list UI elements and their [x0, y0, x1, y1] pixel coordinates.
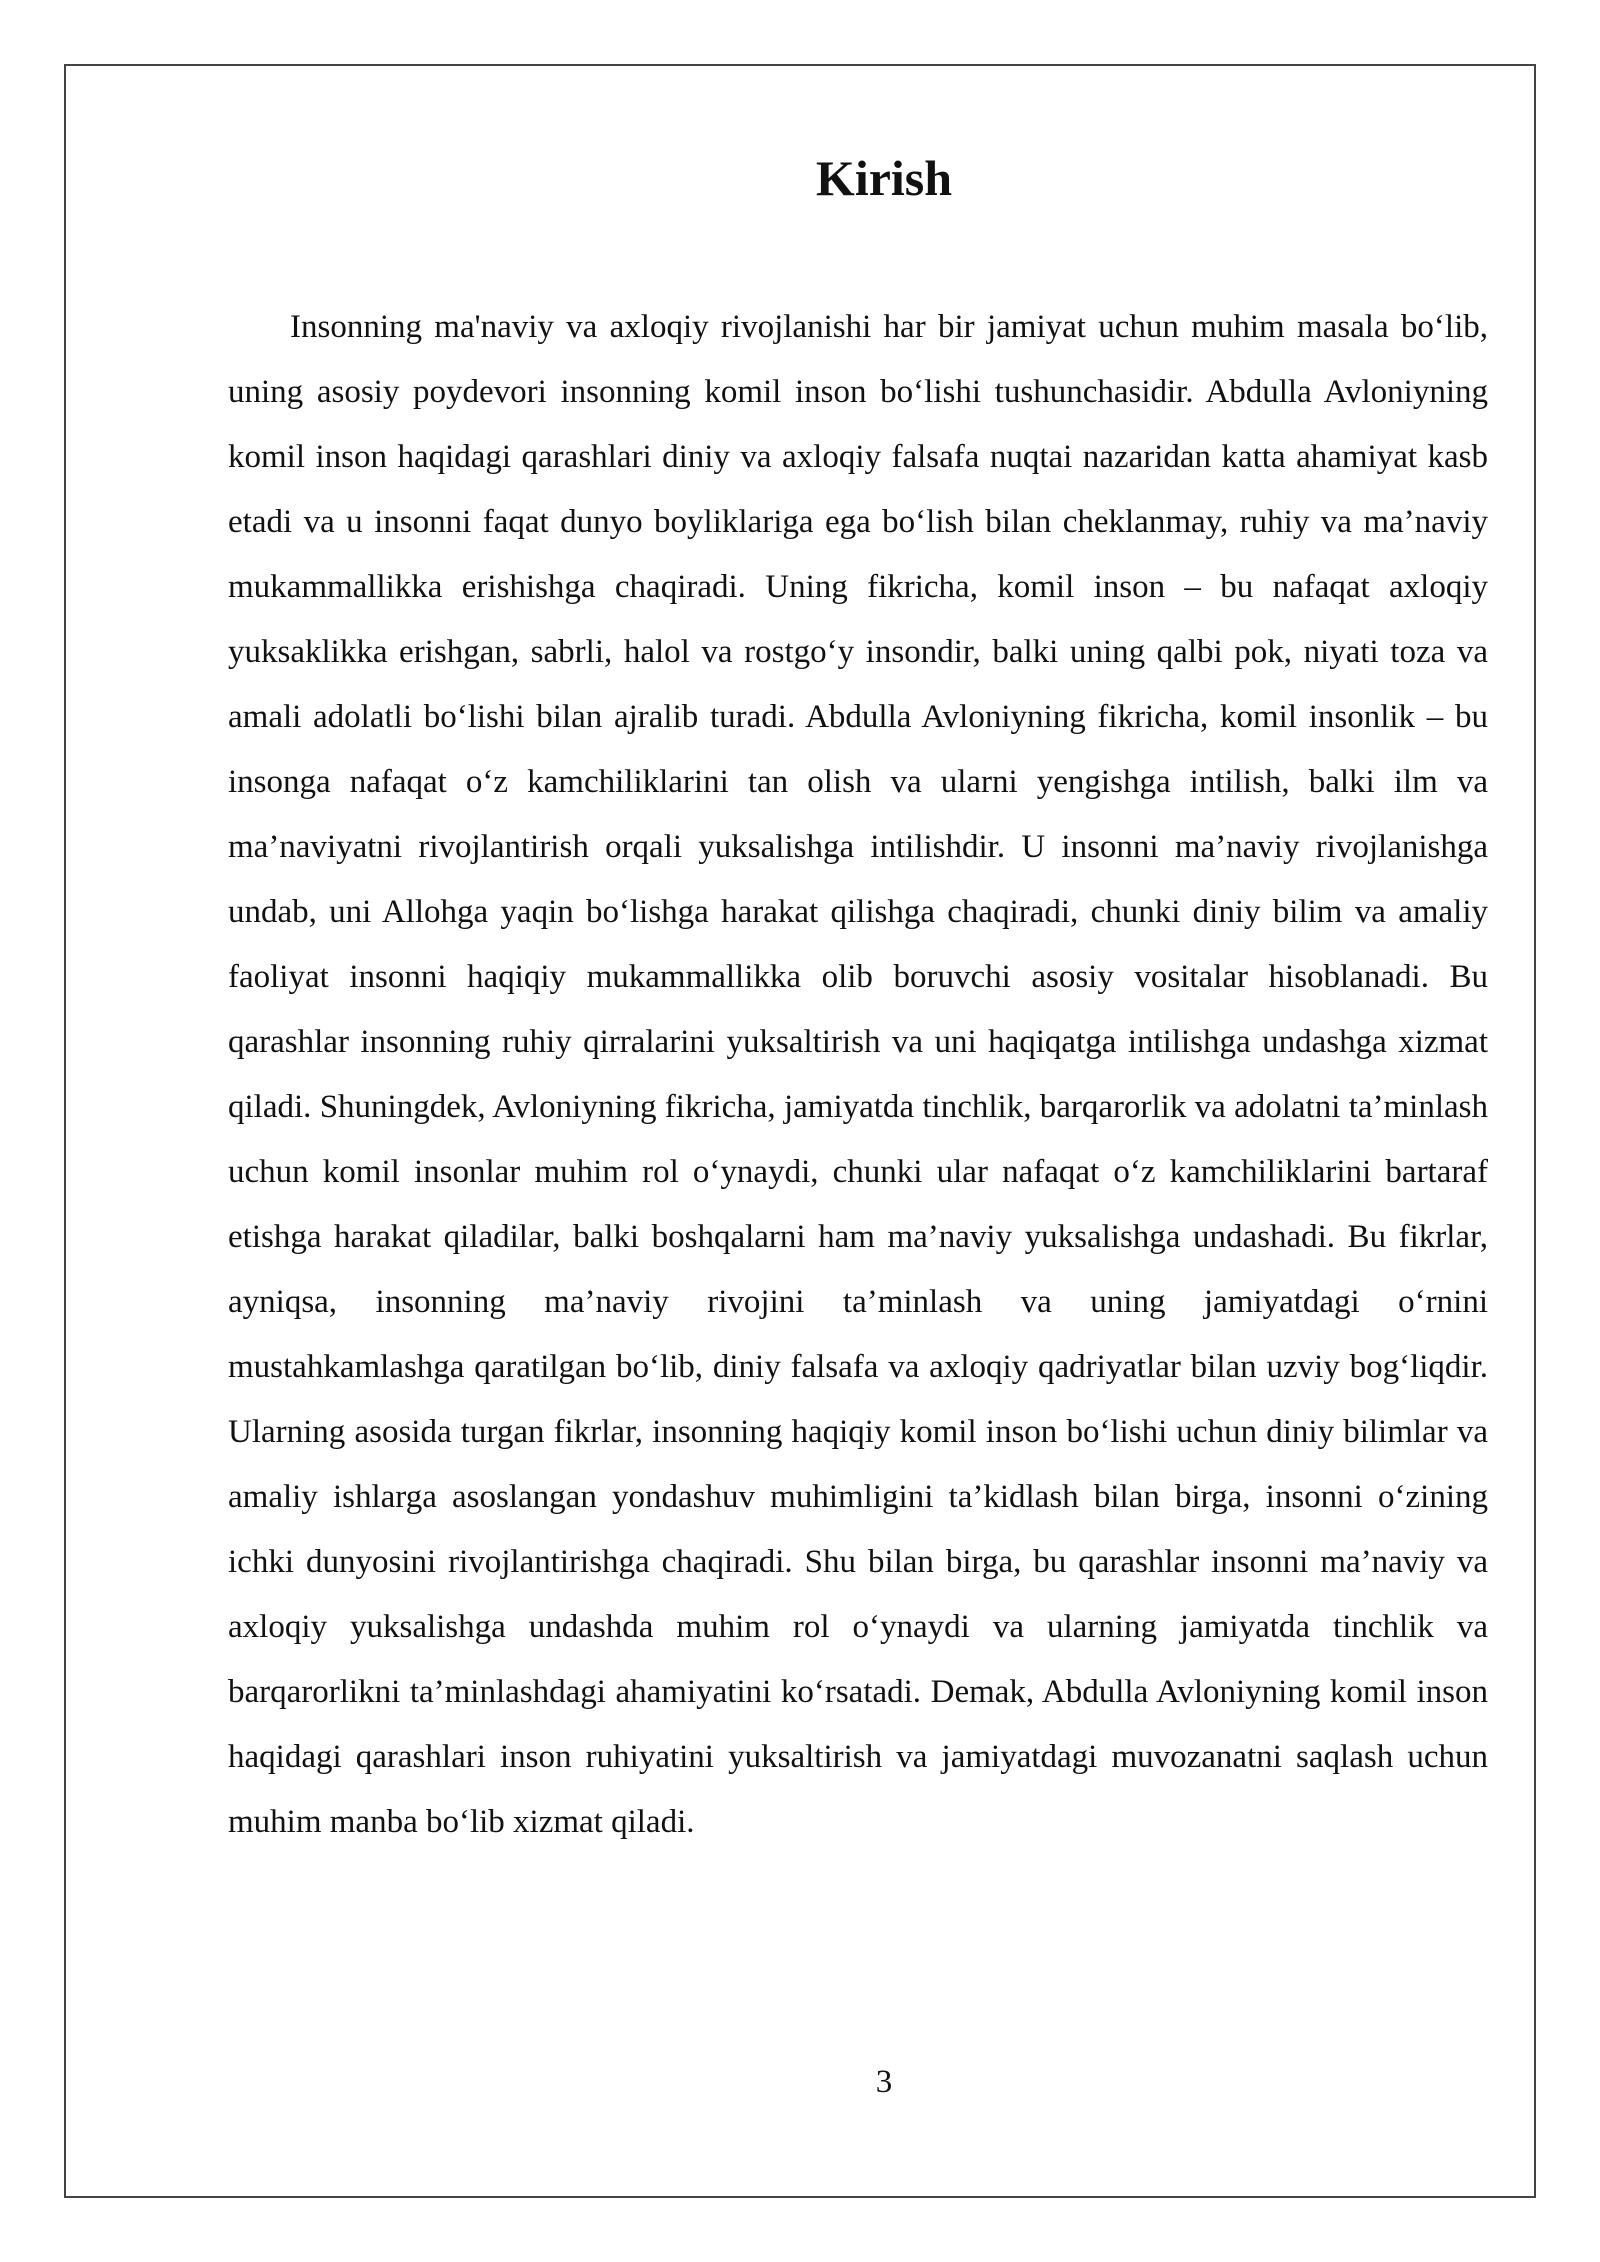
- body-paragraph: Insonning ma'naviy va axloqiy rivojlanishi har bir jamiyat uchun muhim masala bo‘lib, uning asosiy poydevori insonning komil inson bo‘lishi tushunchasidir. Abdulla Avloniyning komil inson haqidagi qarashlari diniy va axloqiy falsafa nuqtai nazaridan katta ahamiyat kasb etadi va u insonni faqat dunyo boyliklariga ega bo‘lish bilan cheklanmay, ruhiy va ma’naviy mukammallikka erishishga chaqiradi. Uning fikricha, komil inson – bu nafaqat axloqiy yuksaklikka erishgan, sabrli, halol va rostgo‘y insondir, balki uning qalbi pok, niyati toza va amali adolatli bo‘lishi bilan ajralib turadi. Abdulla Avloniyning fikricha, komil insonlik – bu insonga nafaqat o‘z kamchiliklarini tan olish va ularni yengishga intilish, balki ilm va ma’naviyatni rivojlantirish orqali yuksalishga intilishdir. U insonni ma’naviy rivojlanishga undab, uni Allohga yaqin bo‘lishga harakat qilishga chaqiradi, chunki diniy bilim va amaliy faoliyat insonni haqiqiy mukammallikka olib boruvchi asosiy vositalar hisoblanadi. Bu qarashlar insonning ruhiy qirralarini yuksaltirish va uni haqiqatga intilishga undashga xizmat qiladi. Shuningdek, Avloniyning fikricha, jamiyatda tinchlik, barqarorlik va adolatni ta’minlash uchun komil insonlar muhim rol o‘ynaydi, chunki ular nafaqat o‘z kamchiliklarini bartaraf etishga harakat qiladilar, balki boshqalarni ham ma’naviy yuksalishga undashadi. Bu fikrlar, ayniqsa, insonning ma’naviy rivojini ta’minlash va uning jamiyatdagi o‘rnini mustahkamlashga qaratilgan bo‘lib, diniy falsafa va axloqiy qadriyatlar bilan uzviy bog‘liqdir. Ularning asosida turgan fikrlar, insonning haqiqiy komil inson bo‘lishi uchun diniy bilimlar va amaliy ishlarga asoslangan yondashuv muhimligini ta’kidlash bilan birga, insonni o‘zining ichki dunyosini rivojlantirishga chaqiradi. Shu bilan birga, bu qarashlar insonni ma’naviy va axloqiy yuksalishga undashda muhim rol o‘ynaydi va ularning jamiyatda tinchlik va barqarorlikni ta’minlashdagi ahamiyatini ko‘rsatadi. Demak, Abdulla Avloniyning komil inson haqidagi qarashlari inson ruhiyatini yuksaltirish va jamiyatdagi muvozanatni saqlash uchun muhim manba bo‘lib xizmat qiladi.: [228, 309, 1488, 1840]
- page-title: Kirish: [815, 150, 953, 206]
- page-number: 3: [875, 2064, 893, 2100]
